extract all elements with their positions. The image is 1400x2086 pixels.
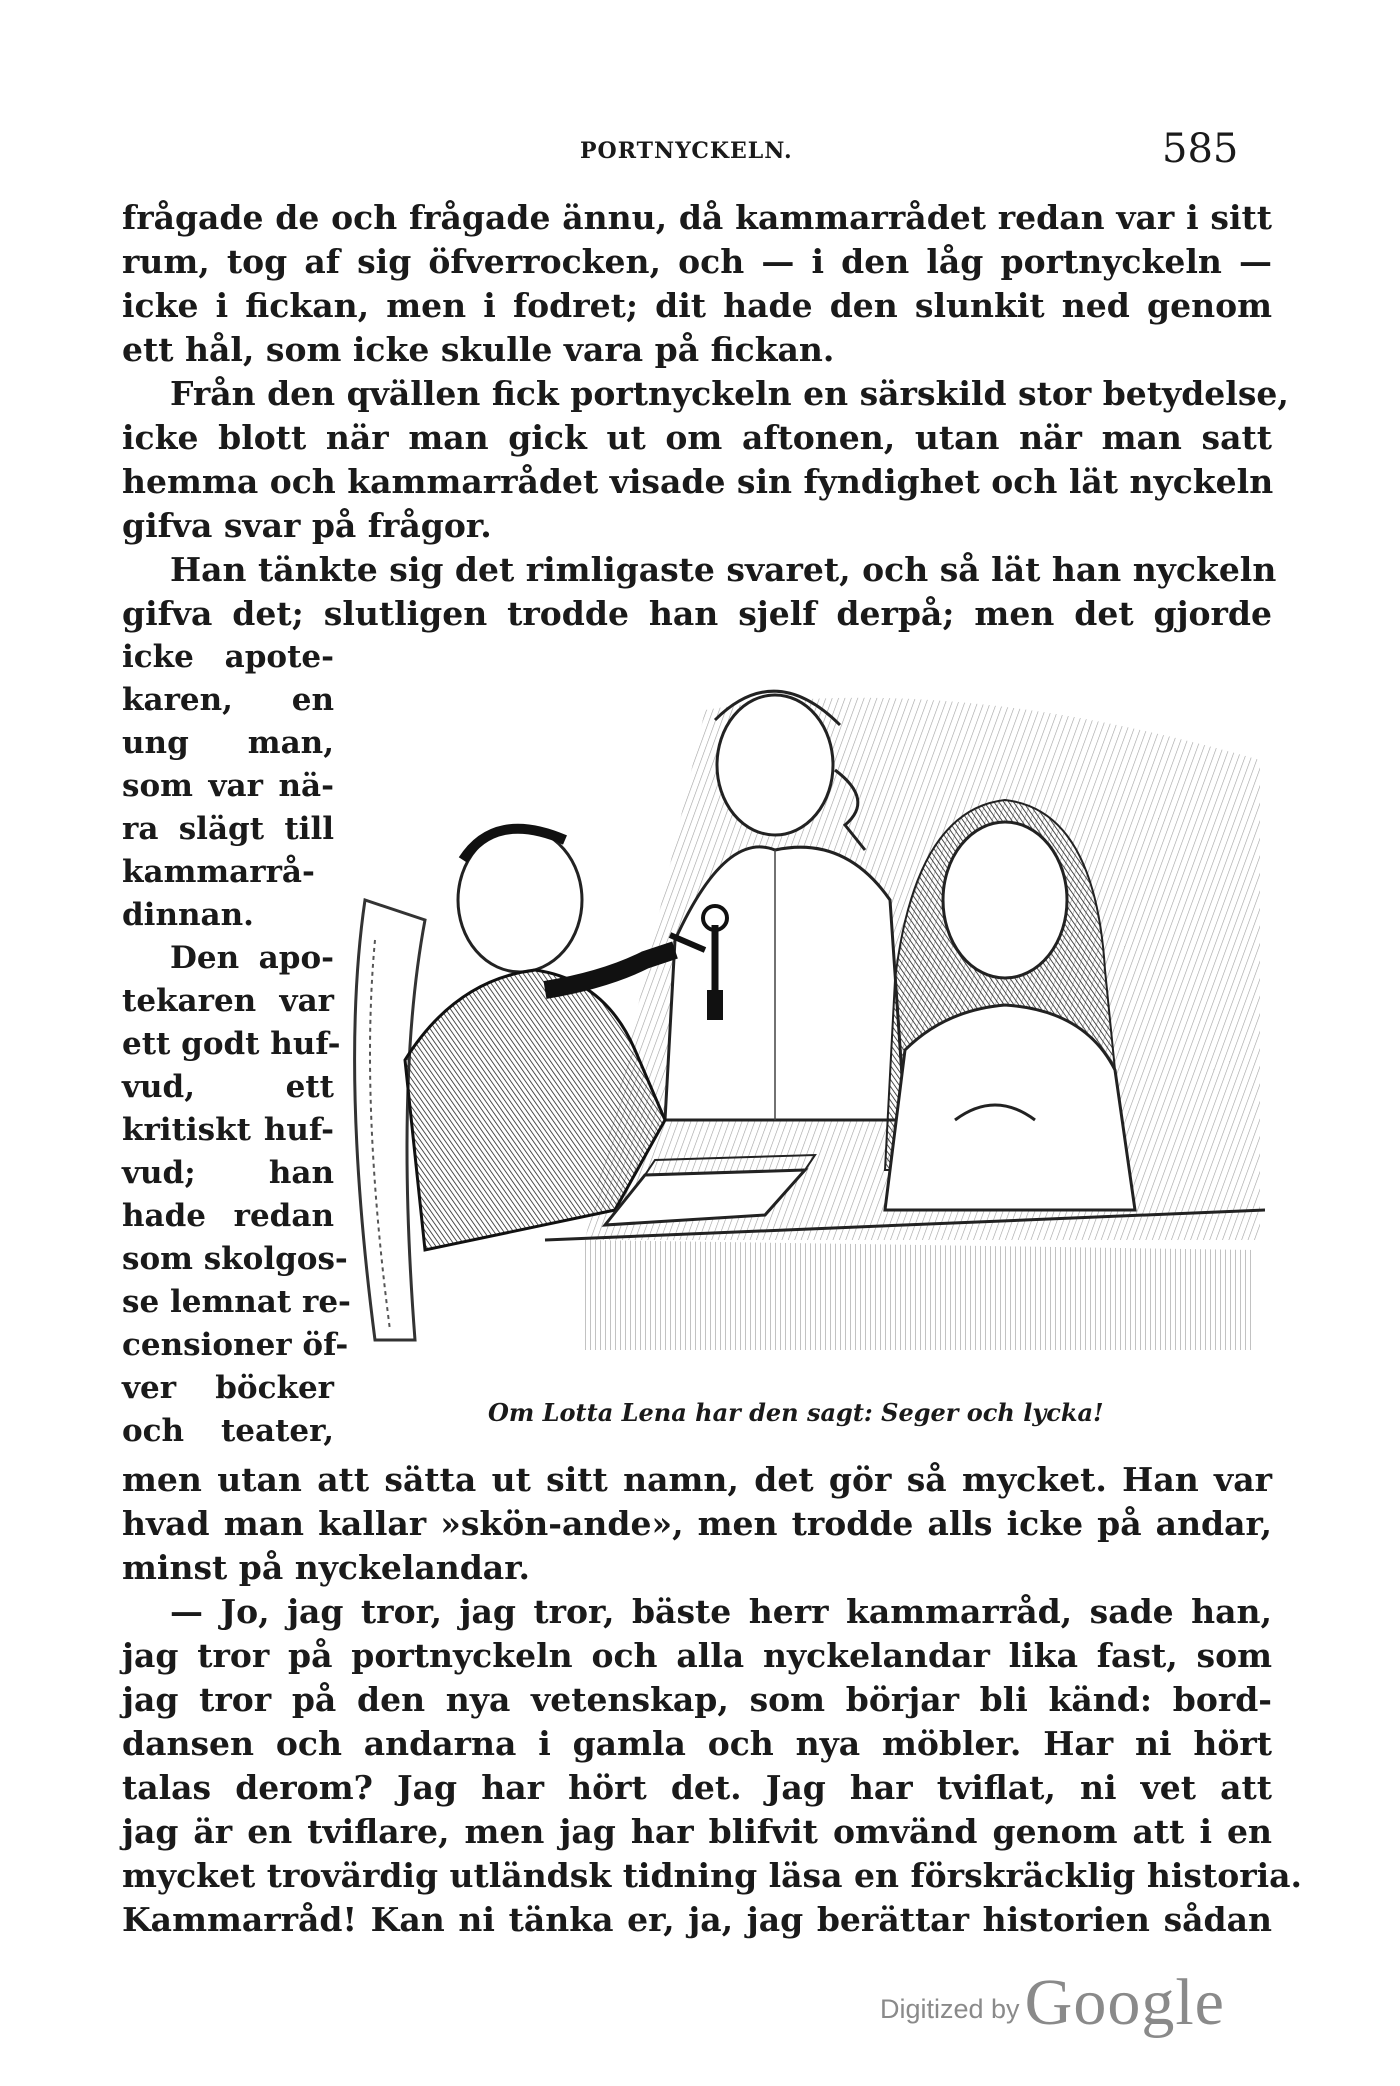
page-number: 585 [1162,126,1239,172]
column-line: kammarrå- [122,854,315,890]
text-line: icke i fickan, men i fodret; dit hade den slunkit ned genom [122,286,1272,325]
text-line: — Jo, jag tror, jag tror, bäste herr kammarråd, sade han, [170,1592,1272,1631]
column-line: se lemnat re- [122,1284,351,1320]
text-line: men utan att sätta ut sitt namn, det gör så mycket. Han var [122,1460,1272,1499]
text-line: mycket trovärdig utländsk tidning läsa en förskräcklig historia. [122,1856,1303,1895]
column-line: Den apo- [170,940,334,976]
digitized-watermark [880,1965,1225,2041]
text-line: dansen och andarna i gamla och nya möbler. Har ni hört [122,1724,1272,1763]
text-line: Han tänkte sig det rimligaste svaret, och så lät han nyckeln [170,550,1277,589]
text-line: rum, tog af sig öfverrocken, och — i den låg portnyckeln — [122,242,1272,281]
column-line: vud; han [122,1155,334,1191]
text-line: gifva svar på frågor. [122,506,492,545]
text-line: jag tror på den nya vetenskap, som börjar bli känd: bord- [122,1680,1272,1719]
column-line: ra slägt till [122,811,334,847]
column-line: och teater, [122,1413,334,1449]
text-line: minst på nyckelandar. [122,1548,531,1587]
text-line: gifva det; slutligen trodde han sjelf derpå; men det gjorde [122,594,1272,633]
column-line: ung man, [122,725,334,761]
column-line: tekaren var [122,983,334,1019]
column-line: censioner öf- [122,1327,349,1363]
column-line: vud, ett [122,1069,334,1105]
text-line: jag är en tviflare, men jag har blifvit omvänd genom att i en [122,1812,1272,1851]
text-line: Kammarråd! Kan ni tänka er, ja, jag berättar historien sådan [122,1900,1272,1939]
running-title: PORTNYCKELN. [580,138,793,164]
text-line: talas derom? Jag har hört det. Jag har tviflat, ni vet att [122,1768,1272,1807]
google-logo: Google [1024,1966,1225,2039]
column-line: som var nä- [122,768,334,804]
text-line: ett hål, som icke skulle vara på fickan. [122,330,835,369]
column-line: hade redan [122,1198,334,1234]
text-line: Från den qvällen fick portnyckeln en särskild stor betydelse, [170,374,1289,413]
column-line: ver böcker [122,1370,334,1406]
text-line: hvad man kallar »skön-ande», men trodde alls icke på andar, [122,1504,1272,1543]
watermark-prefix: Digitized by [880,1994,1020,2024]
text-line: jag tror på portnyckeln och alla nyckelandar lika fast, som [122,1636,1272,1675]
column-line: ett godt huf- [122,1026,341,1062]
text-line: frågade de och frågade ännu, då kammarrådet redan var i sitt [122,198,1272,237]
column-line: karen, en [122,682,334,718]
column-line: dinnan. [122,897,254,933]
column-line: icke apote- [122,639,334,675]
column-line: kritiskt huf- [122,1112,334,1148]
engraving-illustration [345,650,1265,1385]
text-line: icke blott när man gick ut om aftonen, utan när man satt [122,418,1272,457]
illustration-caption: Om Lotta Lena har den sagt: Seger och lycka! [488,1398,1104,1427]
text-line: hemma och kammarrådet visade sin fyndighet och lät nyckeln [122,462,1274,501]
column-line: som skolgos- [122,1241,348,1277]
